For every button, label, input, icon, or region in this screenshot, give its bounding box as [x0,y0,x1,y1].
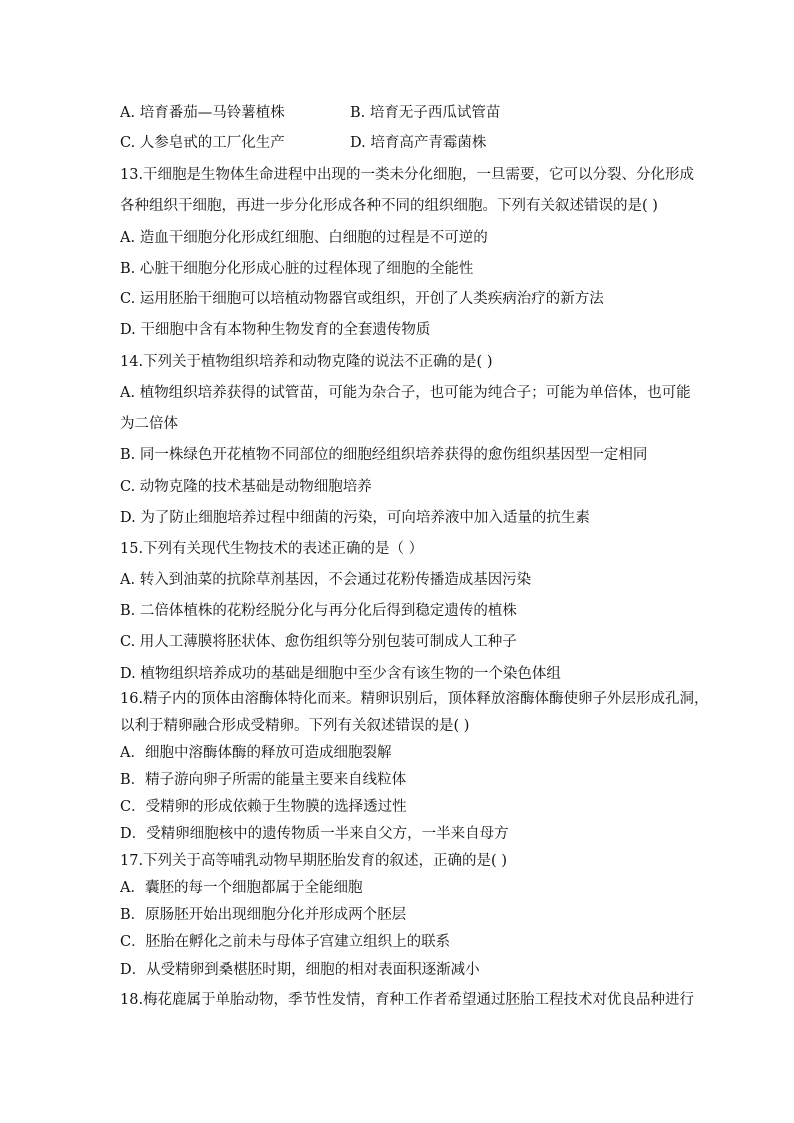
q13-option-b: B. 心脏干细胞分化形成心脏的过程体现了细胞的全能性 [120,261,474,277]
q14-stem: 14.下列关于植物组织培养和动物克隆的说法不正确的是( ) [120,354,493,370]
q16-option-c: C．受精卵的形成依赖于生物膜的选择透过性 [120,799,407,815]
q17-option-c: C．胚胎在孵化之前未与母体子宫建立组织上的联系 [120,934,451,950]
q17-stem: 17.下列关于高等哺乳动物早期胚胎发育的叙述，正确的是( ) [120,853,507,869]
q12-option-a: A. 培育番茄—马铃薯植株 [120,105,285,121]
q16-option-b: B．精子游向卵子所需的能量主要来自线粒体 [120,772,407,788]
q12-option-row-2 [120,133,487,153]
q17-option-d: D．从受精卵到桑椹胚时期，细胞的相对表面积逐渐减小 [120,962,480,978]
q16-option-a: A．细胞中溶酶体酶的释放可造成细胞裂解 [120,745,392,761]
q15-option-b: B. 二倍体植株的花粉经脱分化与再分化后得到稳定遗传的植株 [120,603,517,619]
q16-stem-line-1: 16.精子内的顶体由溶酶体特化而来。精卵识别后，顶体释放溶酶体酶使卵子外层形成孔洞， [120,691,709,707]
q14-option-b: B. 同一株绿色开花植物不同部位的细胞经组织培养获得的愈伤组织基因型一定相同 [120,447,648,463]
q18-stem: 18.梅花鹿属于单胎动物，季节性发情，育种工作者希望通过胚胎工程技术对优良品种进行 [120,992,695,1008]
q15-option-c: C. 用人工薄膜将胚状体、愈伤组织等分别包装可制成人工种子 [120,634,517,650]
q15-stem: 15.下列有关现代生物技术的表述正确的是（ ） [120,541,424,557]
q16-stem-line-2: 以利于精卵融合形成受精卵。下列有关叙述错误的是( ) [120,718,470,734]
q12-option-c: C. 人参皂甙的工厂化生产 [120,135,285,151]
q12-option-b: B. 培育无子西瓜试管苗 [350,105,501,121]
q13-option-c: C. 运用胚胎干细胞可以培植动物器官或组织，开创了人类疾病治疗的新方法 [120,291,604,307]
q13-option-a: A. 造血干细胞分化形成红细胞、白细胞的过程是不可逆的 [120,230,488,246]
q15-option-a: A. 转入到油菜的抗除草剂基因，不会通过花粉传播造成基因污染 [120,572,532,588]
q15-option-d: D. 植物组织培养成功的基础是细胞中至少含有该生物的一个染色体组 [120,666,561,682]
q14-option-a-line-2: 为二倍体 [120,416,178,432]
q17-option-a: A．囊胚的每一个细胞都属于全能细胞 [120,880,363,896]
q13-option-d: D. 干细胞中含有本物种生物发育的全套遗传物质 [120,322,431,338]
q14-option-d: D. 为了防止细胞培养过程中细菌的污染，可向培养液中加入适量的抗生素 [120,510,590,526]
q16-option-d: D．受精卵细胞核中的遗传物质一半来自父方，一半来自母方 [120,826,509,842]
q14-option-a-line-1: A. 植物组织培养获得的试管苗，可能为杂合子，也可能为纯合子；可能为单倍体，也可能 [120,385,691,401]
q12-option-d: D. 培育高产青霉菌株 [350,135,487,151]
q17-option-b: B．原肠胚开始出现细胞分化并形成两个胚层 [120,907,407,923]
q14-option-c: C. 动物克隆的技术基础是动物细胞培养 [120,479,372,495]
q13-stem-line-2: 各种组织干细胞，再进一步分化形成各种不同的组织细胞。下列有关叙述错误的是( ) [120,198,658,214]
q13-stem-line-1: 13.干细胞是生物体生命进程中出现的一类未分化细胞，一旦需要，它可以分裂、分化形成 [120,167,695,183]
q12-option-row-1 [120,103,501,123]
